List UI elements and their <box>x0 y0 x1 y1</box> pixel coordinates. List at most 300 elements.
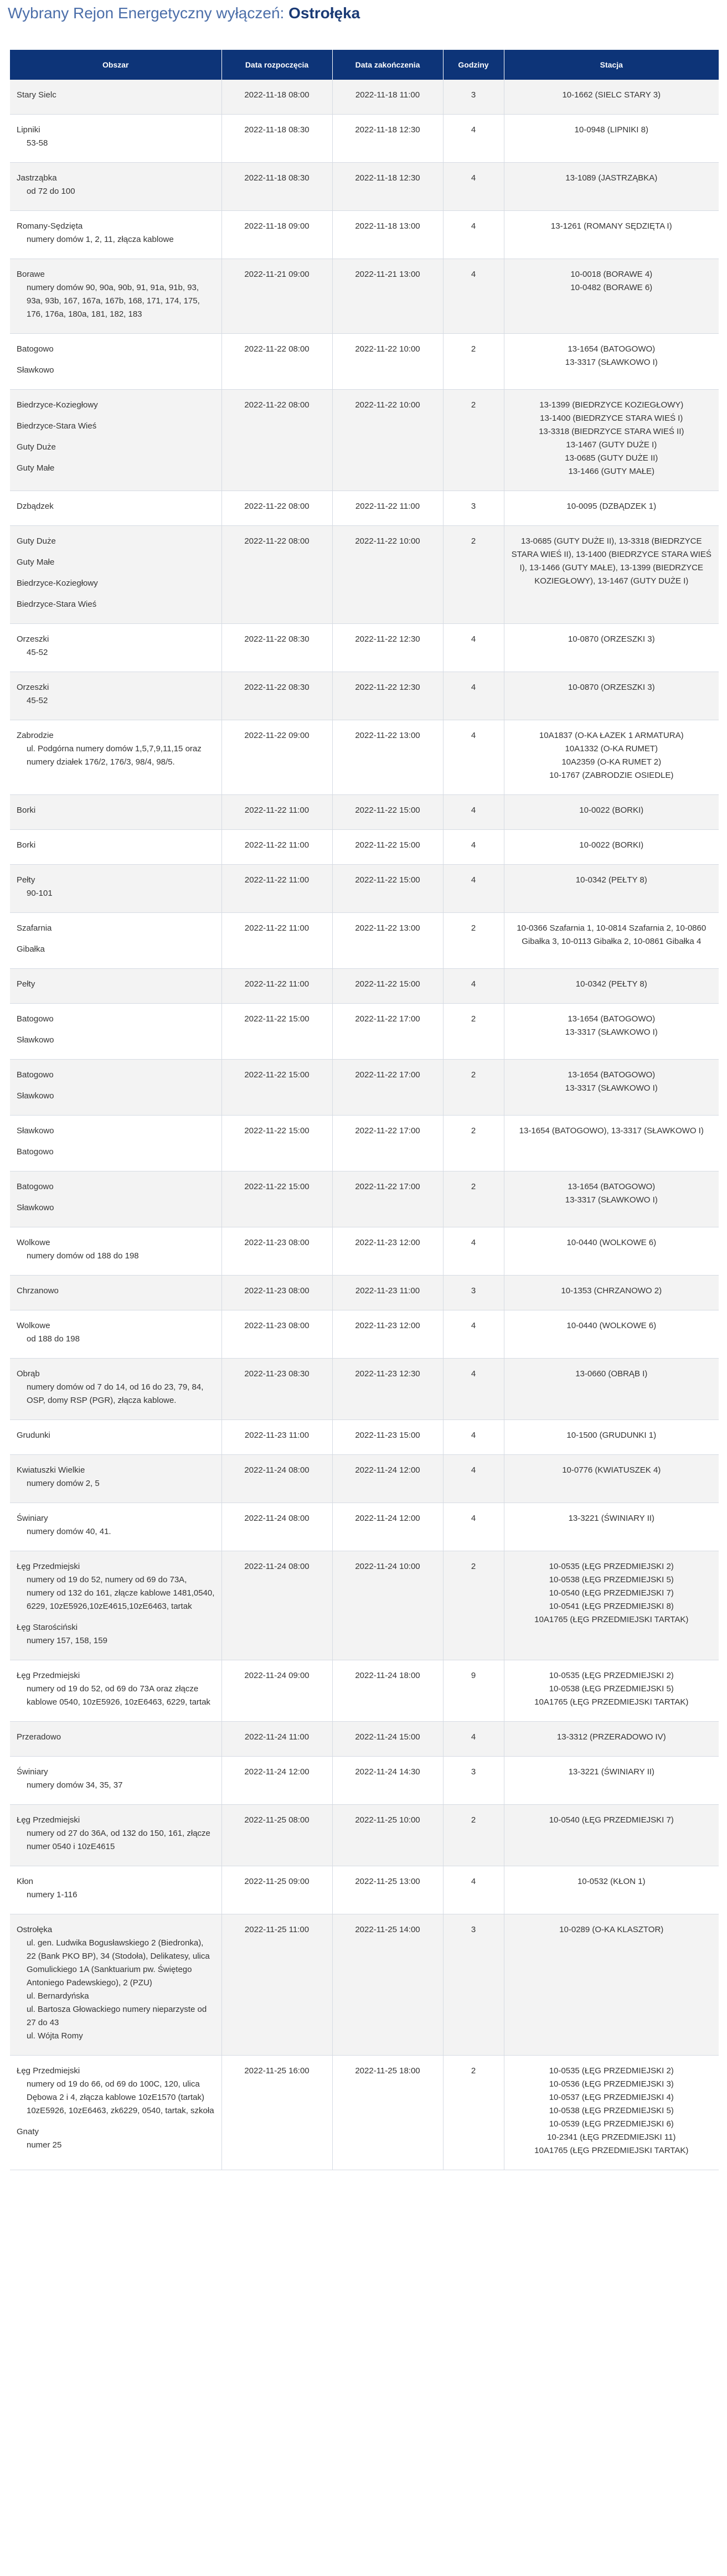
cell-end-date: 2022-11-22 12:30 <box>332 672 443 720</box>
area-block <box>17 123 215 150</box>
cell-end-date: 2022-11-25 10:00 <box>332 1805 443 1866</box>
cell-start-date: 2022-11-23 08:30 <box>221 1359 332 1420</box>
station-line: 10-0870 (ORZESZKI 3) <box>568 634 655 644</box>
cell-station <box>504 2056 719 2170</box>
cell-start-date: 2022-11-18 09:00 <box>221 211 332 259</box>
cell-station <box>504 1171 719 1227</box>
area-detail: ul. Podgórna numery domów 1,5,7,9,11,15 oraz numery działek 176/2, 176/3, 98/4, 98/5. <box>27 744 202 767</box>
area-name: Batogowo <box>17 1014 54 1024</box>
cell-hours: 4 <box>443 1503 504 1551</box>
table-row <box>10 1276 719 1310</box>
table-row <box>10 1722 719 1757</box>
area-name: Szafarnia <box>17 923 52 933</box>
area-name: Jastrząbka <box>17 173 57 183</box>
station-line: 13-1654 (BATOGOWO) <box>568 344 656 354</box>
area-name: Guty Małe <box>17 557 55 567</box>
area-name: Pełty <box>17 875 35 885</box>
table-row <box>10 720 719 795</box>
cell-station <box>504 1420 719 1455</box>
cell-start-date: 2022-11-25 09:00 <box>221 1866 332 1914</box>
page-header <box>0 0 727 50</box>
table-row <box>10 1359 719 1420</box>
cell-hours: 4 <box>443 795 504 830</box>
cell-station <box>504 1914 719 2056</box>
area-detail: 53-58 <box>27 138 48 148</box>
area-name: Guty Duże <box>17 536 56 546</box>
cell-end-date: 2022-11-24 12:00 <box>332 1503 443 1551</box>
cell-end-date: 2022-11-24 15:00 <box>332 1722 443 1757</box>
station-line: 10-0532 (KŁON 1) <box>577 1877 646 1886</box>
area-detail: numery od 19 do 66, od 69 do 100C, 120, ulica Dębowa 2 i 4, złącza kablowe 10zE1570 (tartak) 10zE5926, 10zE6463, zk6229, 0540, tartak, szkoła <box>27 2079 214 2115</box>
table-row <box>10 526 719 624</box>
table-body <box>10 80 719 2170</box>
area-name: Biedrzyce-Stara Wieś <box>17 421 97 431</box>
cell-station <box>504 1660 719 1722</box>
cell-end-date: 2022-11-22 17:00 <box>332 1116 443 1171</box>
station-line: 13-0685 (GUTY DUŻE II), 13-3318 (BIEDRZYCE STARA WIEŚ II), 13-1400 (BIEDRZYCE STARA WIEŚ I), 13-1466 (GUTY MAŁE), 13-1399 (BIEDRZYCE KOZIEGŁOWY), 13-1467 (GUTY DUŻE I) <box>511 536 711 586</box>
area-name: Batogowo <box>17 1182 54 1191</box>
area-block <box>17 220 215 246</box>
area-name: Orzeszki <box>17 634 49 644</box>
area-block <box>17 89 215 102</box>
cell-end-date: 2022-11-22 17:00 <box>332 1060 443 1116</box>
station-line: 10-0440 (WOLKOWE 6) <box>566 1238 657 1247</box>
area-detail: numery domów 90, 90a, 90b, 91, 91a, 91b, 93, 93a, 93b, 167, 167a, 167b, 168, 171, 174, 175, 176, 176a, 180a, 181, 182, 183 <box>27 283 200 319</box>
area-block <box>17 633 215 659</box>
page-title-prefix: Wybrany Rejon Energetyczny wyłączeń: <box>8 4 285 22</box>
table-row <box>10 913 719 969</box>
station-line: 10-1500 (GRUDUNKI 1) <box>566 1431 657 1440</box>
cell-area <box>10 1757 221 1805</box>
cell-start-date: 2022-11-24 09:00 <box>221 1660 332 1722</box>
cell-start-date: 2022-11-23 11:00 <box>221 1420 332 1455</box>
station-line: 10-0022 (BORKI) <box>579 840 644 850</box>
cell-station <box>504 795 719 830</box>
station-line: 10-0095 (DZBĄDZEK 1) <box>566 502 657 511</box>
cell-end-date: 2022-11-22 13:00 <box>332 720 443 795</box>
cell-start-date: 2022-11-22 15:00 <box>221 1004 332 1060</box>
area-block <box>17 1124 215 1138</box>
area-block <box>17 598 215 611</box>
area-block <box>17 268 215 321</box>
station-line: 10-0870 (ORZESZKI 3) <box>568 683 655 692</box>
cell-area <box>10 1060 221 1116</box>
area-detail: 45-52 <box>27 696 48 705</box>
area-block <box>17 1560 215 1613</box>
table-row <box>10 1914 719 2056</box>
area-block <box>17 399 215 412</box>
cell-end-date: 2022-11-24 10:00 <box>332 1551 443 1660</box>
cell-start-date: 2022-11-22 08:00 <box>221 526 332 624</box>
station-line: 10A1765 (ŁĘG PRZEDMIEJSKI TARTAK) <box>534 1697 689 1707</box>
table-row <box>10 1171 719 1227</box>
area-name: Lipniki <box>17 125 40 135</box>
area-name: Świniary <box>17 1514 48 1523</box>
cell-area <box>10 624 221 672</box>
area-name: Borawe <box>17 270 45 279</box>
station-line: 13-1399 (BIEDRZYCE KOZIEGŁOWY) <box>539 400 684 410</box>
cell-station <box>504 115 719 163</box>
area-name: Batogowo <box>17 1147 54 1157</box>
table-row <box>10 163 719 211</box>
area-block <box>17 1090 215 1103</box>
table-row <box>10 1866 719 1914</box>
cell-hours: 4 <box>443 865 504 913</box>
table-row <box>10 80 719 115</box>
table-row <box>10 1503 719 1551</box>
cell-start-date: 2022-11-21 09:00 <box>221 259 332 334</box>
station-line: 10-0289 (O-KA KLASZTOR) <box>559 1925 664 1934</box>
table-row <box>10 1310 719 1359</box>
cell-station <box>504 1310 719 1359</box>
cell-station <box>504 865 719 913</box>
cell-area <box>10 1116 221 1171</box>
area-block <box>17 441 215 454</box>
cell-station <box>504 1060 719 1116</box>
area-block <box>17 1201 215 1215</box>
cell-hours: 2 <box>443 1004 504 1060</box>
area-block <box>17 1429 215 1442</box>
cell-area <box>10 1004 221 1060</box>
cell-hours: 4 <box>443 830 504 865</box>
cell-station <box>504 969 719 1004</box>
cell-end-date: 2022-11-22 15:00 <box>332 865 443 913</box>
station-line: 10-0366 Szafarnia 1, 10-0814 Szafarnia 2, 10-0860 Gibałka 3, 10-0113 Gibałka 2, 10-0861 Gibałka 4 <box>517 923 707 946</box>
area-detail: numery od 19 do 52, od 69 do 73A oraz złącze kablowe 0540, 10zE5926, 10zE6463, 6229, tartak <box>27 1684 210 1707</box>
station-line: 10-0535 (ŁĘG PRZEDMIEJSKI 2) <box>549 2066 674 2076</box>
cell-hours: 4 <box>443 1310 504 1359</box>
cell-area <box>10 913 221 969</box>
station-line: 13-1089 (JASTRZĄBKA) <box>565 173 658 183</box>
area-name: Biedrzyce-Koziegłowy <box>17 579 98 588</box>
area-block <box>17 1034 215 1047</box>
cell-hours: 9 <box>443 1660 504 1722</box>
cell-end-date: 2022-11-18 12:30 <box>332 115 443 163</box>
cell-station <box>504 390 719 491</box>
station-line: 10A1332 (O-KA RUMET) <box>565 744 658 753</box>
cell-station <box>504 1276 719 1310</box>
area-block <box>17 1068 215 1082</box>
cell-end-date: 2022-11-18 13:00 <box>332 211 443 259</box>
cell-end-date: 2022-11-22 15:00 <box>332 969 443 1004</box>
cell-station <box>504 1722 719 1757</box>
station-line: 10-0482 (BORAWE 6) <box>570 283 653 292</box>
area-block <box>17 874 215 900</box>
station-line: 10-0541 (ŁĘG PRZEDMIEJSKI 8) <box>549 1602 674 1611</box>
area-detail: numery domów 1, 2, 11, złącza kablowe <box>27 235 174 244</box>
station-line: 13-3317 (SŁAWKOWO I) <box>565 1028 658 1037</box>
area-block <box>17 839 215 852</box>
cell-start-date: 2022-11-22 11:00 <box>221 913 332 969</box>
area-name: Łęg Przedmiejski <box>17 1815 80 1825</box>
cell-area <box>10 672 221 720</box>
station-line: 10-0540 (ŁĘG PRZEDMIEJSKI 7) <box>549 1815 674 1825</box>
cell-hours: 3 <box>443 1757 504 1805</box>
station-line: 13-3317 (SŁAWKOWO I) <box>565 358 658 367</box>
table-row <box>10 334 719 390</box>
station-line: 13-1466 (GUTY MAŁE) <box>568 467 655 476</box>
area-name: Łęg Przedmiejski <box>17 1562 80 1571</box>
table-row <box>10 1004 719 1060</box>
station-line: 10-1662 (SIELC STARY 3) <box>562 90 661 100</box>
table-row <box>10 2056 719 2170</box>
table-row <box>10 1116 719 1171</box>
cell-hours: 2 <box>443 1116 504 1171</box>
area-name: Kwiatuszki Wielkie <box>17 1465 85 1475</box>
cell-end-date: 2022-11-21 13:00 <box>332 259 443 334</box>
area-block <box>17 1512 215 1539</box>
cell-hours: 4 <box>443 163 504 211</box>
cell-hours: 2 <box>443 1060 504 1116</box>
area-detail: ul. gen. Ludwika Bogusławskiego 2 (Biedronka), 22 (Bank PKO BP), 34 (Stodoła), Delikatesy, ulica Gomulickiego 1A (Sanktuarium pw. Świętego Antoniego Padewskiego), 2 (PZU) <box>27 1938 210 1988</box>
station-line: 13-3317 (SŁAWKOWO I) <box>565 1083 658 1093</box>
station-line: 10-0536 (ŁĘG PRZEDMIEJSKI 3) <box>549 2079 674 2089</box>
area-block <box>17 364 215 377</box>
cell-station <box>504 1757 719 1805</box>
station-line: 10-0538 (ŁĘG PRZEDMIEJSKI 5) <box>549 1684 674 1694</box>
cell-hours: 4 <box>443 969 504 1004</box>
cell-station <box>504 526 719 624</box>
area-detail: od 72 do 100 <box>27 187 75 196</box>
area-name: Gnaty <box>17 2127 39 2136</box>
area-block <box>17 1145 215 1159</box>
area-block <box>17 535 215 548</box>
cell-area <box>10 1914 221 2056</box>
cell-start-date: 2022-11-25 08:00 <box>221 1805 332 1866</box>
station-line: 13-0685 (GUTY DUŻE II) <box>565 453 658 463</box>
station-line: 13-1467 (GUTY DUŻE I) <box>566 440 657 450</box>
cell-hours: 2 <box>443 2056 504 2170</box>
area-block <box>17 1013 215 1026</box>
table-row <box>10 795 719 830</box>
cell-hours: 4 <box>443 672 504 720</box>
cell-station <box>504 211 719 259</box>
area-block <box>17 1731 215 1744</box>
cell-area <box>10 1359 221 1420</box>
cell-end-date: 2022-11-22 13:00 <box>332 913 443 969</box>
area-name: Sławkowo <box>17 1203 54 1212</box>
area-name: Wolkowe <box>17 1321 50 1330</box>
cell-area <box>10 526 221 624</box>
cell-hours: 3 <box>443 80 504 115</box>
area-block <box>17 1814 215 1854</box>
area-name: Łęg Przedmiejski <box>17 2066 80 2076</box>
table-row <box>10 624 719 672</box>
area-name: Świniary <box>17 1767 48 1777</box>
area-block <box>17 172 215 198</box>
table-row <box>10 1757 719 1805</box>
cell-start-date: 2022-11-22 08:00 <box>221 390 332 491</box>
station-line: 10-0342 (PEŁTY 8) <box>575 979 647 989</box>
cell-station <box>504 163 719 211</box>
area-block <box>17 978 215 991</box>
page-title <box>8 3 719 23</box>
station-line: 10-0538 (ŁĘG PRZEDMIEJSKI 5) <box>549 1575 674 1584</box>
area-block <box>17 556 215 569</box>
cell-area <box>10 720 221 795</box>
station-line: 10-0018 (BORAWE 4) <box>570 270 653 279</box>
area-name: Stary Sielc <box>17 90 56 100</box>
cell-hours: 3 <box>443 1276 504 1310</box>
station-line: 10-0538 (ŁĘG PRZEDMIEJSKI 5) <box>549 2106 674 2115</box>
area-detail: numery domów 2, 5 <box>27 1479 100 1488</box>
cell-end-date: 2022-11-25 14:00 <box>332 1914 443 2056</box>
cell-station <box>504 830 719 865</box>
cell-end-date: 2022-11-22 17:00 <box>332 1004 443 1060</box>
cell-station <box>504 672 719 720</box>
station-line: 10A1837 (O-KA ŁAZEK 1 ARMATURA) <box>539 731 684 740</box>
cell-station <box>504 1116 719 1171</box>
area-block <box>17 1621 215 1648</box>
area-name: Grudunki <box>17 1431 50 1440</box>
area-name: Przeradowo <box>17 1732 61 1742</box>
station-line: 10A1765 (ŁĘG PRZEDMIEJSKI TARTAK) <box>534 2146 689 2155</box>
area-block <box>17 2064 215 2118</box>
table-row <box>10 390 719 491</box>
table-row <box>10 865 719 913</box>
cell-area <box>10 1503 221 1551</box>
cell-start-date: 2022-11-25 11:00 <box>221 1914 332 2056</box>
cell-hours: 4 <box>443 1866 504 1914</box>
cell-start-date: 2022-11-22 11:00 <box>221 830 332 865</box>
area-name: Guty Małe <box>17 463 55 473</box>
cell-end-date: 2022-11-22 10:00 <box>332 390 443 491</box>
cell-station <box>504 334 719 390</box>
cell-end-date: 2022-11-22 17:00 <box>332 1171 443 1227</box>
cell-area <box>10 1660 221 1722</box>
station-line: 10-0535 (ŁĘG PRZEDMIEJSKI 2) <box>549 1671 674 1680</box>
cell-station <box>504 1359 719 1420</box>
station-line: 10-1767 (ZABRODZIE OSIEDLE) <box>549 771 674 780</box>
cell-end-date: 2022-11-25 13:00 <box>332 1866 443 1914</box>
station-line: 10-0539 (ŁĘG PRZEDMIEJSKI 6) <box>549 2119 674 2129</box>
cell-area <box>10 865 221 913</box>
cell-end-date: 2022-11-18 11:00 <box>332 80 443 115</box>
cell-hours: 4 <box>443 1227 504 1276</box>
station-line: 13-3317 (SŁAWKOWO I) <box>565 1195 658 1205</box>
cell-area <box>10 1276 221 1310</box>
cell-end-date: 2022-11-23 12:00 <box>332 1310 443 1359</box>
outages-table <box>10 50 719 2170</box>
area-detail: numery domów od 188 do 198 <box>27 1251 139 1261</box>
cell-start-date: 2022-11-24 11:00 <box>221 1722 332 1757</box>
cell-start-date: 2022-11-24 08:00 <box>221 1455 332 1503</box>
cell-area <box>10 163 221 211</box>
area-detail: ul. Wójta Romy <box>27 2031 83 2041</box>
area-name: Batogowo <box>17 344 54 354</box>
column-header-area: Obszar <box>10 50 221 80</box>
area-block <box>17 2125 215 2152</box>
table-row <box>10 491 719 526</box>
cell-end-date: 2022-11-22 10:00 <box>332 526 443 624</box>
station-line: 13-0660 (OBRĄB I) <box>575 1369 648 1379</box>
cell-area <box>10 1866 221 1914</box>
cell-start-date: 2022-11-22 09:00 <box>221 720 332 795</box>
cell-hours: 4 <box>443 1420 504 1455</box>
area-name: Łęg Starościński <box>17 1623 78 1632</box>
area-block <box>17 1284 215 1298</box>
station-line: 10-0948 (LIPNIKI 8) <box>574 125 648 135</box>
area-block <box>17 343 215 356</box>
cell-station <box>504 1866 719 1914</box>
station-line: 10-0540 (ŁĘG PRZEDMIEJSKI 7) <box>549 1588 674 1598</box>
area-name: Borki <box>17 806 36 815</box>
area-detail: ul. Bernardyńska <box>27 1991 89 2001</box>
cell-area <box>10 1722 221 1757</box>
cell-start-date: 2022-11-22 11:00 <box>221 795 332 830</box>
area-detail: 90-101 <box>27 889 53 898</box>
area-block <box>17 1319 215 1346</box>
cell-start-date: 2022-11-24 08:00 <box>221 1503 332 1551</box>
area-detail: numery domów 40, 41. <box>27 1527 111 1536</box>
column-header-hours: Godziny <box>443 50 504 80</box>
cell-station <box>504 1805 719 1866</box>
cell-hours: 4 <box>443 624 504 672</box>
cell-hours: 4 <box>443 1455 504 1503</box>
area-name: Chrzanowo <box>17 1286 59 1295</box>
area-name: Biedrzyce-Koziegłowy <box>17 400 98 410</box>
cell-area <box>10 1420 221 1455</box>
area-block <box>17 500 215 513</box>
cell-end-date: 2022-11-22 12:30 <box>332 624 443 672</box>
cell-end-date: 2022-11-24 14:30 <box>332 1757 443 1805</box>
cell-area <box>10 1455 221 1503</box>
cell-hours: 2 <box>443 334 504 390</box>
cell-area <box>10 211 221 259</box>
station-line: 10A1765 (ŁĘG PRZEDMIEJSKI TARTAK) <box>534 1615 689 1624</box>
table-header-row <box>10 50 719 80</box>
station-line: 10A2359 (O-KA RUMET 2) <box>561 757 662 767</box>
station-line: 10-1353 (CHRZANOWO 2) <box>561 1286 662 1295</box>
area-block <box>17 1236 215 1263</box>
cell-area <box>10 1227 221 1276</box>
cell-area <box>10 969 221 1004</box>
area-detail: numery domów 34, 35, 37 <box>27 1780 123 1790</box>
cell-station <box>504 259 719 334</box>
area-name: Batogowo <box>17 1070 54 1080</box>
station-line: 10-0342 (PEŁTY 8) <box>575 875 647 885</box>
area-detail: numer 25 <box>27 2140 62 2150</box>
cell-end-date: 2022-11-22 15:00 <box>332 795 443 830</box>
station-line: 10-2341 (ŁĘG PRZEDMIEJSKI 11) <box>547 2133 676 2142</box>
table-row <box>10 672 719 720</box>
cell-end-date: 2022-11-22 15:00 <box>332 830 443 865</box>
area-detail: numery 1-116 <box>27 1890 78 1899</box>
table-row <box>10 1455 719 1503</box>
station-line: 13-1261 (ROMANY SĘDZIĘTA I) <box>550 221 672 231</box>
area-name: Dzbądzek <box>17 502 54 511</box>
cell-start-date: 2022-11-23 08:00 <box>221 1310 332 1359</box>
selected-region: Ostrołęka <box>288 4 360 22</box>
cell-end-date: 2022-11-22 10:00 <box>332 334 443 390</box>
cell-hours: 4 <box>443 1722 504 1757</box>
cell-hours: 2 <box>443 1551 504 1660</box>
cell-station <box>504 1455 719 1503</box>
cell-area <box>10 80 221 115</box>
cell-start-date: 2022-11-23 08:00 <box>221 1227 332 1276</box>
station-line: 10-0535 (ŁĘG PRZEDMIEJSKI 2) <box>549 1562 674 1571</box>
cell-area <box>10 491 221 526</box>
area-name: Sławkowo <box>17 1126 54 1135</box>
area-detail: numery domów od 7 do 14, od 16 do 23, 79, 84, OSP, domy RSP (PGR), złącza kablowe. <box>27 1382 204 1405</box>
station-line: 13-3221 (ŚWINIARY II) <box>568 1767 654 1777</box>
cell-area <box>10 1551 221 1660</box>
cell-area <box>10 1805 221 1866</box>
cell-hours: 2 <box>443 526 504 624</box>
station-line: 10-0776 (KWIATUSZEK 4) <box>562 1465 661 1475</box>
cell-hours: 2 <box>443 913 504 969</box>
table-row <box>10 115 719 163</box>
